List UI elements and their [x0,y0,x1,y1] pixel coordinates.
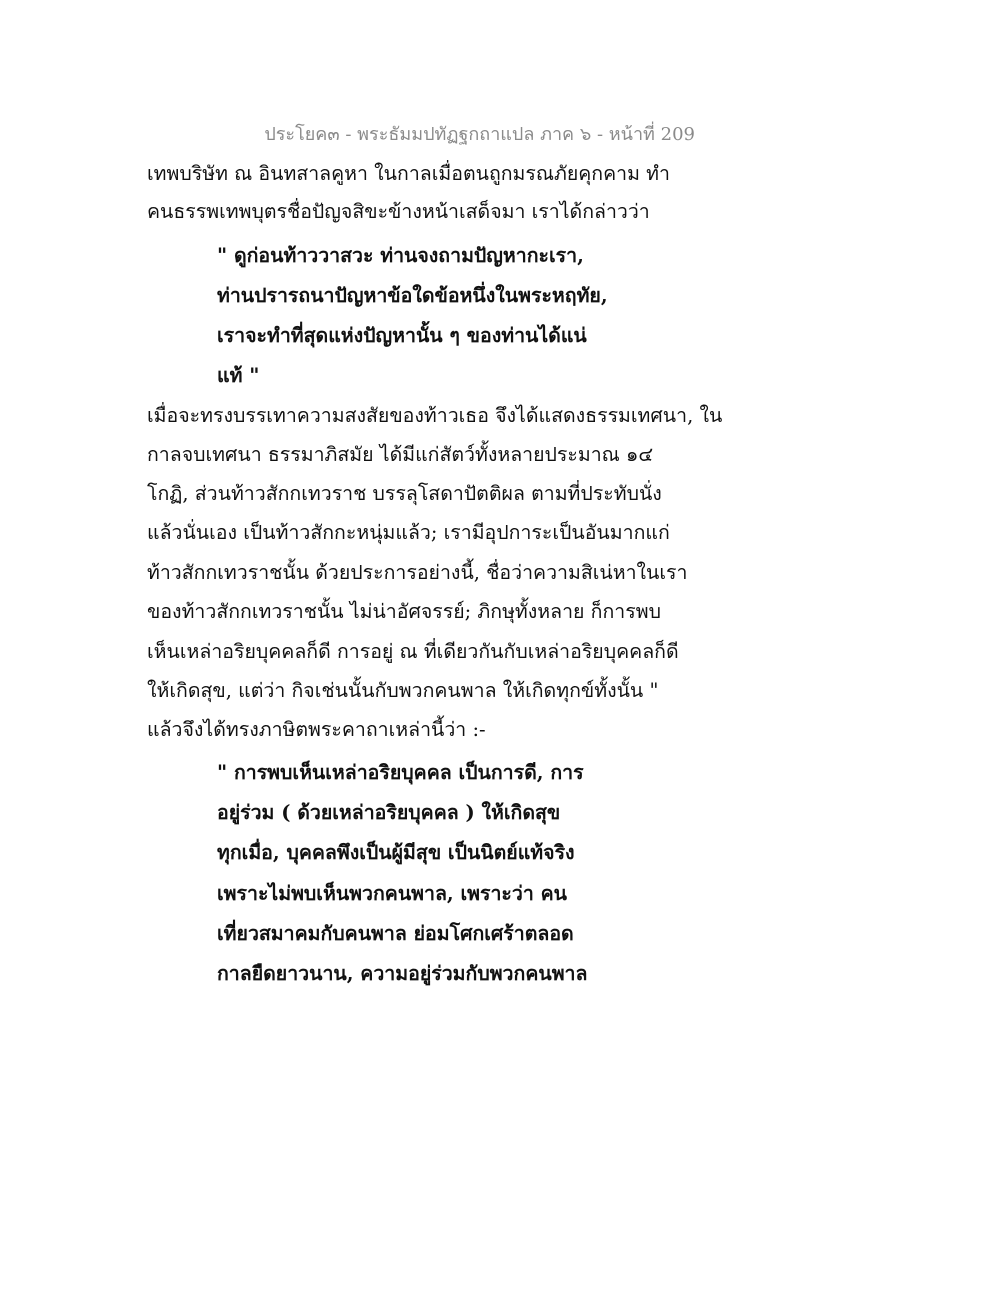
text-line: เห็นเหล่าอริยบุคคลก็ดี การอยู่ ณ ที่เดียวกันกับเหล่าอริยบุคคลก็ดี [147,640,679,663]
verse-line: " การพบเห็นเหล่าอริยบุคคล เป็นการดี, การ [217,761,584,784]
verse-line: ทุกเมื่อ, บุคคลพึงเป็นผู้มีสุข เป็นนิตย์แท้จริง [217,841,575,864]
verse-line: เราจะทำที่สุดแห่งปัญหานั้น ๆ ของท่านได้แน่ [217,324,587,347]
verse-line: ท่านปรารถนาปัญหาข้อใดข้อหนึ่งในพระหฤทัย, [217,284,608,307]
verse-line: เที่ยวสมาคมกับคนพาล ย่อมโศกเศร้าตลอด [217,922,574,945]
text-line: แล้วนั่นเอง เป็นท้าวสักกะหนุ่มแล้ว; เรามีอุปการะเป็นอันมากแก่ [147,521,670,544]
text-line: โกฏิ, ส่วนท้าวสักกเทวราช บรรลุโสดาปัตติผล ตามที่ประทับนั่ง [147,482,662,505]
verse-line: อยู่ร่วม ( ด้วยเหล่าอริยบุคคล ) ให้เกิดสุข [217,801,561,824]
text-line: คนธรรพเทพบุตรชื่อปัญจสิขะข้างหน้าเสด็จมา เราได้กล่าวว่า [147,200,650,223]
page-header: ประโยค๓ - พระธัมมปทัฏฐกถาแปล ภาค ๖ - หน้าที่ 209 [264,124,695,145]
verse-line: เพราะไม่พบเห็นพวกคนพาล, เพราะว่า คน [217,882,567,905]
text-line: แล้วจึงได้ทรงภาษิตพระคาถาเหล่านี้ว่า :- [147,718,486,741]
verse-line: แท้ " [217,364,260,387]
text-line: เมื่อจะทรงบรรเทาความสงสัยของท้าวเธอ จึงได้แสดงธรรมเทศนา, ใน [147,404,723,427]
verse-line: กาลยืดยาวนาน, ความอยู่ร่วมกับพวกคนพาล [217,962,588,985]
text-line: ท้าวสักกเทวราชนั้น ด้วยประการอย่างนี้, ชื่อว่าความสิเน่หาในเรา [147,561,688,584]
verse-line: " ดูก่อนท้าววาสวะ ท่านจงถามปัญหากะเรา, [217,244,584,267]
text-line: ให้เกิดสุข, แต่ว่า กิจเช่นนั้นกับพวกคนพาล ให้เกิดทุกข์ทั้งนั้น " [147,679,659,702]
text-line: กาลจบเทศนา ธรรมาภิสมัย ได้มีแก่สัตว์ทั้งหลายประมาณ ๑๔ [147,443,654,466]
text-line: เทพบริษัท ณ อินทสาลคูหา ในกาลเมื่อตนถูกมรณภัยคุกคาม ทำ [147,162,670,185]
text-line: ของท้าวสักกเทวราชนั้น ไม่น่าอัศจรรย์; ภิกษุทั้งหลาย ก็การพบ [147,600,661,623]
